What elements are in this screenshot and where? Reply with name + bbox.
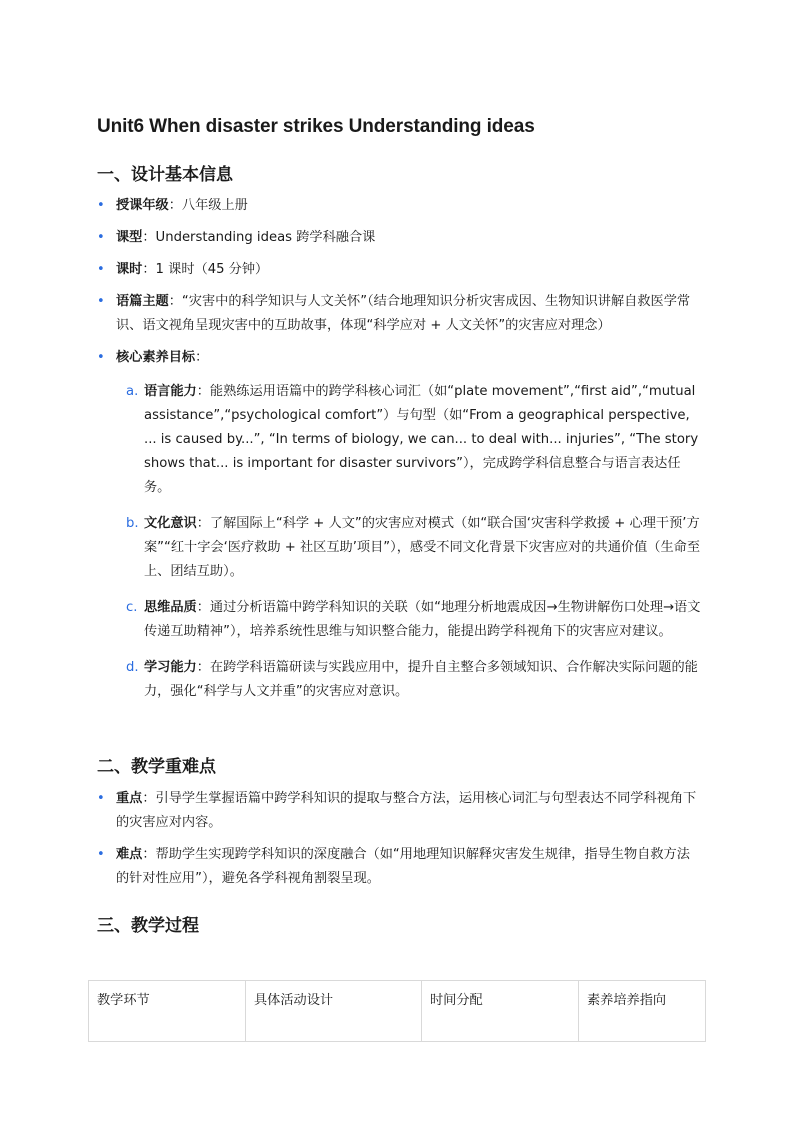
goals-sublist bbox=[126, 380, 701, 704]
goal-marker: d. bbox=[126, 660, 139, 675]
list-item-difficulty bbox=[97, 843, 701, 891]
section-heading-basic-info: 一、设计基本信息 bbox=[97, 165, 233, 185]
goal-label: 学习能力 bbox=[144, 660, 197, 675]
item-text: ：1 课时（45 分钟） bbox=[142, 262, 269, 277]
goal-item-thinking bbox=[126, 596, 701, 644]
list-item-theme bbox=[97, 290, 701, 338]
list-item-lesson-type bbox=[97, 226, 701, 250]
item-text: ：帮助学生实现跨学科知识的深度融合（如“用地理知识解释灾害发生规律，指导生物自救方法的针对性应用”），避免各学科视角割裂呈现。 bbox=[116, 847, 690, 886]
goal-item-language bbox=[126, 380, 701, 500]
goal-marker: a. bbox=[126, 384, 139, 399]
item-text: ：引导学生掌握语篇中跨学科知识的提取与整合方法，运用核心词汇与句型表达不同学科视角下的灾害应对内容。 bbox=[116, 791, 697, 830]
section-heading-key-points: 二、教学重难点 bbox=[97, 757, 216, 777]
table-header-cell: 教学环节 bbox=[89, 981, 246, 1042]
item-label: 语篇主题 bbox=[116, 294, 169, 309]
goal-text: ：通过分析语篇中跨学科知识的关联（如“地理分析地震成因→生物讲解伤口处理→语文传递互助精神”），培养系统性思维与知识整合能力，能提出跨学科视角下的灾害应对建议。 bbox=[144, 600, 701, 639]
item-label: 课时 bbox=[116, 262, 143, 277]
item-text: ： bbox=[195, 350, 209, 365]
item-label: 难点 bbox=[116, 847, 143, 862]
item-label: 重点 bbox=[116, 791, 143, 806]
document-title: Unit6 When disaster strikes Understanding ideas bbox=[97, 116, 535, 137]
list-item-duration bbox=[97, 258, 701, 282]
item-text: ：八年级上册 bbox=[168, 198, 248, 213]
goal-marker: c. bbox=[126, 600, 138, 615]
list-item-focus bbox=[97, 787, 701, 835]
goal-item-culture bbox=[126, 512, 701, 584]
basic-info-list bbox=[97, 194, 701, 716]
section-heading-process: 三、教学过程 bbox=[97, 916, 199, 936]
goal-text: ：在跨学科语篇研读与实践应用中，提升自主整合多领域知识、合作解决实际问题的能力，强化“科学与人文并重”的灾害应对意识。 bbox=[144, 660, 698, 699]
list-item-grade bbox=[97, 194, 701, 218]
goal-text: ：了解国际上“科学 + 人文”的灾害应对模式（如“联合国‘灾害科学救援 + 心理干预’方案”“红十字会‘医疗救助 + 社区互助’项目”），感受不同文化背景下灾害应对的共通价值（生命至上、团结互助）。 bbox=[144, 516, 701, 579]
goal-item-learning bbox=[126, 656, 701, 704]
goal-label: 思维品质 bbox=[144, 600, 197, 615]
item-label: 课型 bbox=[116, 230, 143, 245]
table-header-row bbox=[89, 981, 706, 1042]
item-text: ：Understanding ideas 跨学科融合课 bbox=[142, 230, 376, 245]
table-header-cell: 时间分配 bbox=[422, 981, 579, 1042]
table-header-cell: 具体活动设计 bbox=[246, 981, 422, 1042]
goal-label: 文化意识 bbox=[144, 516, 197, 531]
goal-marker: b. bbox=[126, 516, 139, 531]
item-label: 核心素养目标 bbox=[116, 350, 196, 365]
teaching-process-table bbox=[88, 980, 706, 1042]
goal-text: ：能熟练运用语篇中的跨学科核心词汇（如“plate movement”,“first aid”,“mutual assistance”,“psychological comfort”）与句型（如“From a geographical perspective, ... is caused by...”, “In terms of biology, we can... to deal with... injuries”, “The story shows that... is important for disaster survivors”），完成跨学科信息整合与语言表达任务。 bbox=[144, 384, 699, 495]
item-text: ：“灾害中的科学知识与人文关怀”（结合地理知识分析灾害成因、生物知识讲解自救医学常识、语文视角呈现灾害中的互助故事，体现“科学应对 + 人文关怀”的灾害应对理念） bbox=[116, 294, 691, 333]
table-header-cell: 素养培养指向 bbox=[579, 981, 706, 1042]
goal-label: 语言能力 bbox=[144, 384, 197, 399]
item-label: 授课年级 bbox=[116, 198, 169, 213]
list-item-core-goals bbox=[97, 346, 701, 704]
key-points-list bbox=[97, 787, 701, 899]
